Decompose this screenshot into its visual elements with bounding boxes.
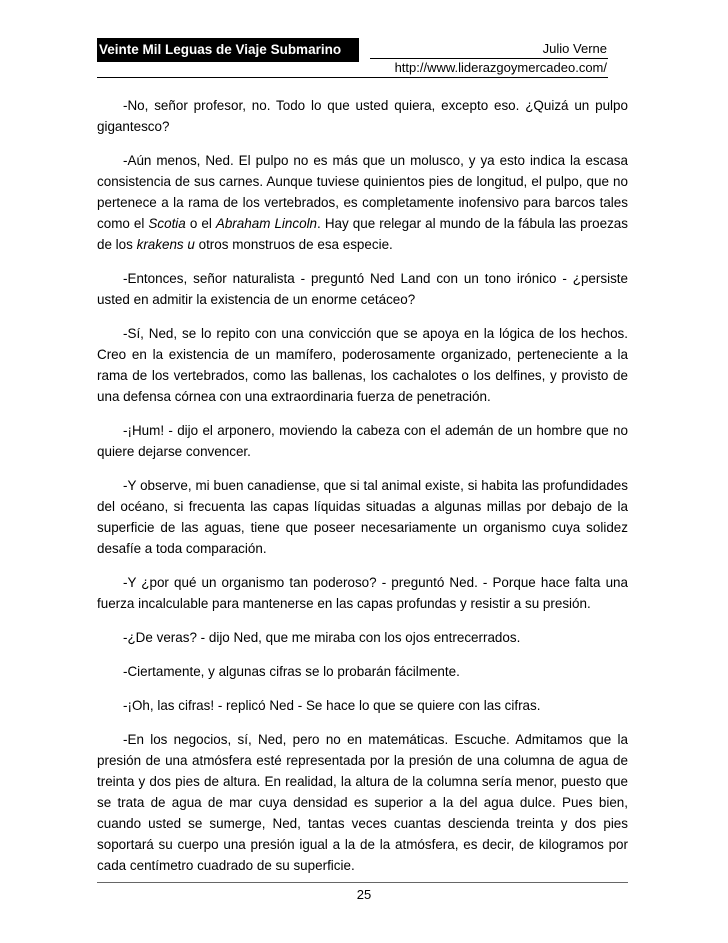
paragraph: -Ciertamente, y algunas cifras se lo probarán fácilmente.: [123, 664, 460, 679]
paragraph: -Sí, Ned, se lo repito con una convicción que se apoya en la lógica de los hechos. Creo en la existencia de un mamífero, poderosamente organizado, perteneciente a la rama de los vertebrados, como las ballenas, los cachalotes o los delfines, y provisto de una defensa córnea con una extraordinaria fuerza de penetración.: [97, 326, 628, 404]
paragraph: -En los negocios, sí, Ned, pero no en matemáticas. Escuche. Admitamos que la presión de una atmósfera esté representada por la presión de una columna de agua de treinta y dos pies de altura. En realidad, la altura de la columna sería menor, puesto que se trata de agua de mar cuya densidad es superior a la del agua dulce. Pues bien, cuando usted se sumerge, Ned, tantas veces cuantas descienda treinta y dos pies soportará su cuerpo una presión igual a la de la atmósfera, es decir, de kilogramos por cada centímetro cuadrado de su superficie.: [97, 732, 628, 873]
page-number: 25: [356, 887, 372, 902]
paragraph: -¿De veras? - dijo Ned, que me miraba con los ojos entrecerrados.: [123, 630, 521, 645]
paragraph-octopus: -Aún menos, Ned. El pulpo no es más que un molusco, y ya esto indica la escasa consistencia de sus carnes. Aunque tuviese quinientos pies de longitud, el pulpo, que no pertenece a la rama de los vertebrados, es completamente inofensivo para barcos tales como el Scotia o el Abraham Lincoln. Hay que relegar al mundo de la fábula las proezas de los krakens u otros monstruos de esa especie.: [97, 153, 628, 252]
paragraph: -Y ¿por qué un organismo tan poderoso? - preguntó Ned. - Porque hace falta una fuerza incalculable para mantenerse en las capas profundas y resistir a su presión.: [97, 575, 628, 611]
footer-divider: [97, 882, 628, 883]
header-divider: [97, 77, 608, 78]
author-header: Julio Verne: [542, 41, 607, 56]
website-url: http://www.liderazgoymercadeo.com/: [394, 60, 607, 75]
book-title-header: Veinte Mil Leguas de Viaje Submarino: [97, 38, 359, 62]
paragraph: -¡Hum! - dijo el arponero, moviendo la cabeza con el ademán de un hombre que no quiere dejarse convencer.: [97, 423, 628, 459]
krakens-term: krakens u: [136, 237, 195, 252]
header-divider-short: [370, 58, 608, 59]
paragraph: -No, señor profesor, no. Todo lo que usted quiera, excepto eso. ¿Quizá un pulpo gigantesco?: [97, 98, 628, 134]
paragraph: -Y observe, mi buen canadiense, que si tal animal existe, si habita las profundidades del océano, si frecuenta las capas líquidas situadas a algunas millas por debajo de la superficie de las aguas, tiene que poseer necesariamente un organismo cuya solidez desafíe a toda comparación.: [97, 478, 628, 556]
paragraph: -Entonces, señor naturalista - preguntó Ned Land con un tono irónico - ¿persiste usted en admitir la existencia de un enorme cetáceo?: [97, 271, 628, 307]
paragraph: -¡Oh, las cifras! - replicó Ned - Se hace lo que se quiere con las cifras.: [123, 698, 541, 713]
ship-name: Scotia: [148, 216, 186, 231]
ship-name: Abraham Lincoln: [215, 216, 318, 231]
page-body: [97, 95, 628, 889]
